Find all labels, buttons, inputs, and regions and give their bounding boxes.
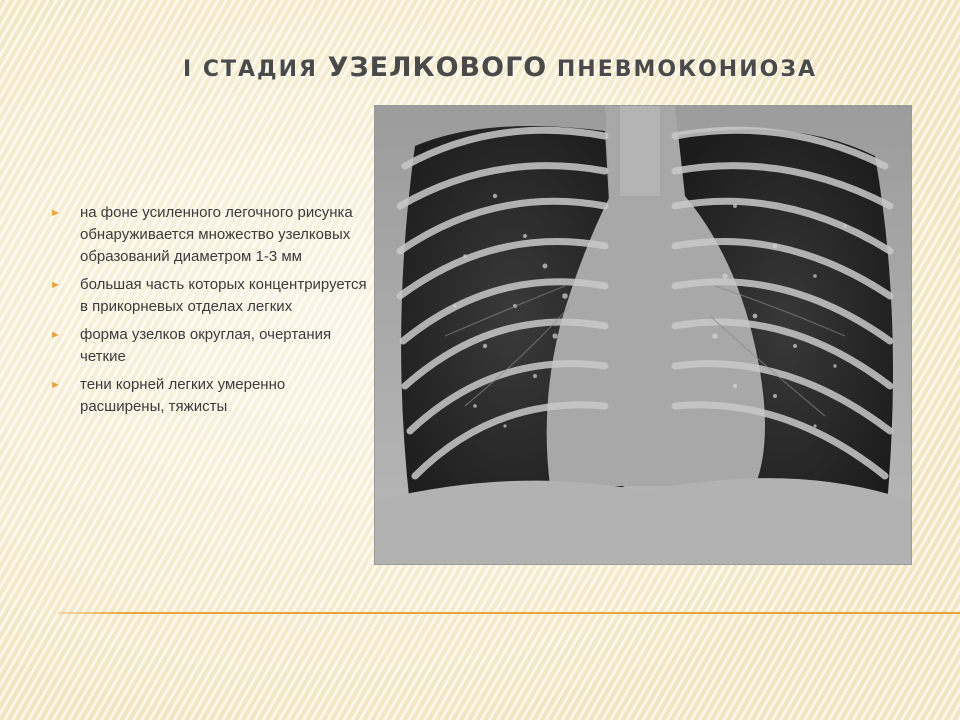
- bullet-item: [48, 274, 368, 318]
- bullet-text: форма узелков округлая, очертания четкие: [80, 326, 332, 365]
- bullet-marker-icon: ►: [50, 207, 61, 219]
- title-emphasis: УЗЕЛКОВОГО: [327, 52, 548, 83]
- title-prefix: I СТАДИЯ: [183, 57, 328, 82]
- bullet-text: тени корней легких умеренно расширены, тяжисты: [80, 376, 286, 415]
- bullet-marker-icon: ►: [50, 329, 61, 341]
- bullet-item: [48, 324, 368, 368]
- slide-title: [120, 52, 880, 83]
- chest-xray-icon: [375, 106, 911, 564]
- chest-xray-image: [374, 105, 912, 565]
- bullet-marker-icon: ►: [50, 379, 61, 391]
- bullet-item: [48, 374, 368, 418]
- bullet-list: [48, 202, 368, 424]
- bullet-text: большая часть которых концентрируется в прикорневых отделах легких: [80, 276, 367, 315]
- bullet-text: на фоне усиленного легочного рисунка обнаруживается множество узелковых образований диаметром 1-3 мм: [80, 204, 353, 265]
- title-suffix: ПНЕВМОКОНИОЗА: [547, 57, 817, 82]
- bullet-marker-icon: ►: [50, 279, 61, 291]
- bottom-divider: [58, 612, 960, 614]
- bullet-item: [48, 202, 368, 268]
